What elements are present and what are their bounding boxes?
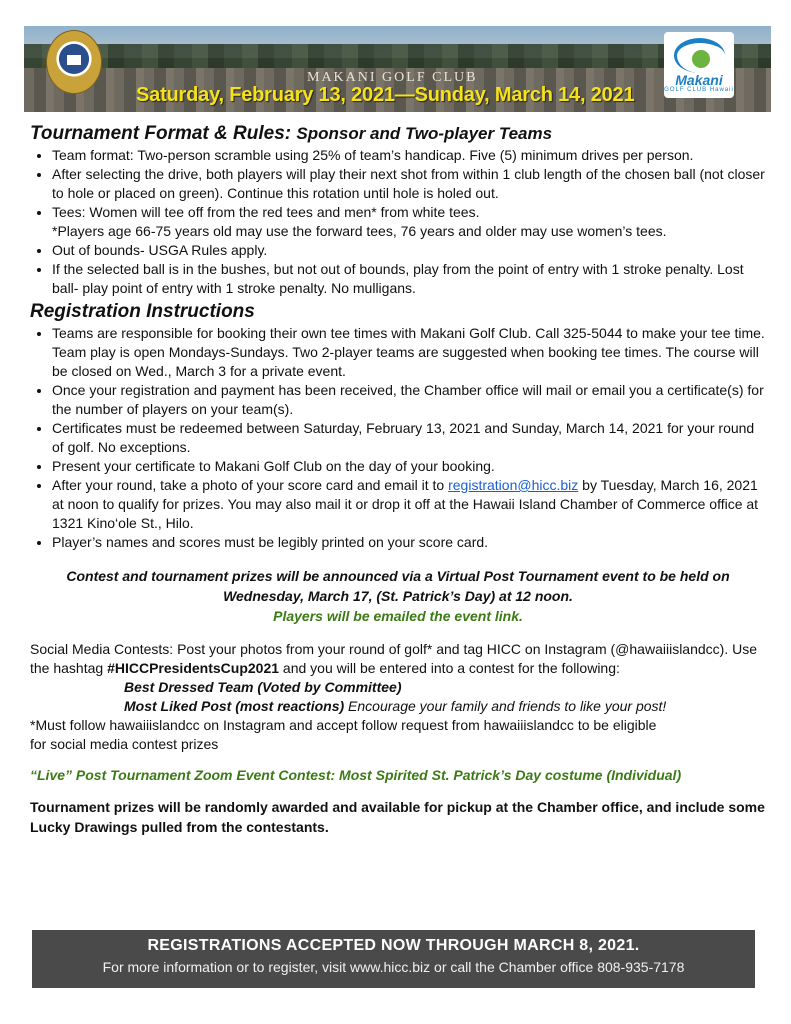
hashtag: #HICCPresidentsCup2021 [107,660,280,676]
hawaii-island-seal-logo [46,30,102,94]
prize-pickup-note: Tournament prizes will be randomly awarded and available for pickup at the Chamber office, and include some Lucky Drawings pulled from the contestants. [30,799,765,835]
list-item: • Once your registration and payment has been received, the Chamber office will mail or email you a certificate(s) for the number of players on your team(s). [52,381,766,419]
makani-golf-club-logo [664,32,734,98]
logo-sub: GOLF CLUB Hawaii [664,87,734,93]
list-item: • If the selected ball is in the bushes, but not out of bounds, play from the point of entry with 1 stroke penalty. Lost ball- play point of entry with 1 stroke penalty. No mulligans. [52,260,766,298]
contact-info: For more information or to register, visit www.hicc.biz or call the Chamber office 808-935-7178 [102,959,685,975]
main-content [30,122,766,837]
golf-ball-icon [692,50,710,68]
social-media-intro: Social Media Contests: Post your photos from your round of golf* and tag HICC on Instagram (@hawaiiislandcc). Use the hashtag #HICCPresidentsCup2021 and you will be entered into a contest for the following: [30,641,757,676]
format-heading: Tournament Format & Rules: Sponsor and Two-player Teams [30,123,553,144]
registration-footer [32,930,755,988]
list-item: • Teams are responsible for booking their own tee times with Makani Golf Club. Call 325-5044 to make your tee time. Team play is open Mondays-Sundays. Two 2-player teams are suggested when booking tee times. The course will be closed on Wed., March 3 for a private event. [52,324,766,381]
seal-flag-icon [67,55,81,65]
format-rules-list [30,146,766,298]
zoom-contest: “Live” Post Tournament Zoom Event Contest: Most Spirited St. Patrick’s Day costume (Individual) [30,767,682,783]
list-item: • Player’s names and scores must be legibly printed on your score card. [52,533,766,552]
registration-list [30,324,766,552]
registration-deadline: REGISTRATIONS ACCEPTED NOW THROUGH MARCH 8, 2021. [147,937,640,954]
list-item: • Present your certificate to Makani Golf Club on the day of your booking. [52,457,766,476]
golf-club-sign: MAKANI GOLF CLUB [307,70,478,85]
prize-announcement: Contest and tournament prizes will be announced via a Virtual Post Tournament event to be held on Wednesday, March 17, (St. Patrick’s Day) at 12 noon. Players will be emailed the event link. [30,566,766,626]
event-link-note: Players will be emailed the event link. [273,608,523,624]
list-item: • After selecting the drive, both players will play their next shot from within 1 club length of the chosen ball (not closer to hole or placed on green). Continue this rotation until hole is holed out. [52,165,766,203]
list-item: • Team format: Two-person scramble using 25% of team’s handicap. Five (5) minimum drives per person. [52,146,766,165]
list-item: • After your round, take a photo of your score card and email it to registration@hicc.biz by Tuesday, March 16, 2021 at noon to qualify for prizes. You may also mail it or drop it off at the Hawaii Island Chamber of Commerce office at 1321 Kino‘ole St., Hilo. [52,476,766,533]
registration-email-link[interactable]: registration@hicc.biz [448,477,579,493]
social-footnote: *Must follow hawaiiislandcc on Instagram and accept follow request from hawaiiislandcc to be eligible for social media contest prizes [30,717,657,752]
list-item: • Certificates must be redeemed between Saturday, February 13, 2021 and Sunday, March 14, 2021 for your round of golf. No exceptions. [52,419,766,457]
registration-heading: Registration Instructions [30,301,255,322]
tournament-dates: Saturday, February 13, 2021—Sunday, March 14, 2021 [136,84,635,106]
logo-name: Makani [675,72,723,88]
contest-most-liked: Most Liked Post (most reactions) Encourage your family and friends to like your post! [124,698,667,714]
list-item: • Out of bounds- USGA Rules apply. [52,241,766,260]
list-item: • Tees: Women will tee off from the red tees and men* from white tees. *Players age 66-75 years old may use the forward tees, 76 years and older may use women’s tees. [52,203,766,241]
contest-best-dressed: Best Dressed Team (Voted by Committee) [124,679,402,695]
tee-age-note: *Players age 66-75 years old may use the forward tees, 76 years and older may use women’s tees. [52,223,667,239]
header-banner [24,26,771,112]
